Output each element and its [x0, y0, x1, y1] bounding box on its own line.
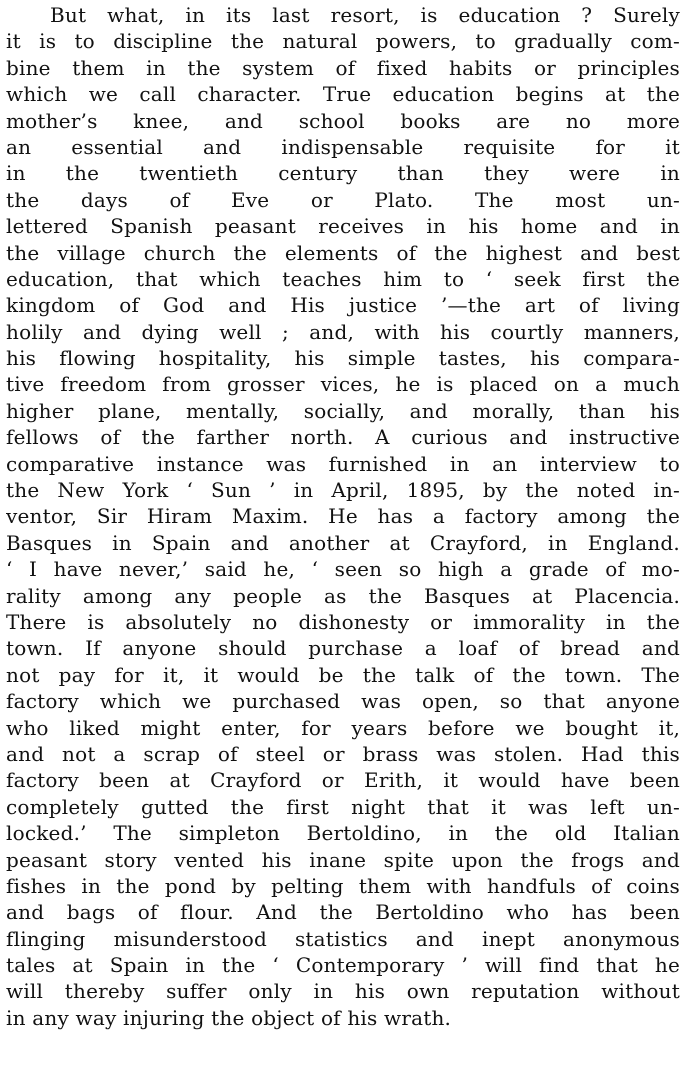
text-line: and not a scrap of steel or brass was stolen. Had this: [6, 741, 680, 766]
text-line: flinging misunderstood statistics and inept anonymous: [6, 926, 680, 951]
text-line: But what, in its last resort, is education ? Surely: [50, 3, 680, 27]
text-line: in any way injuring the object of his wrath.: [6, 1005, 452, 1030]
text-line: tales at Spain in the ‘ Contemporary ’ will find that he: [6, 953, 680, 978]
text-line: tive freedom from grosser vices, he is placed on a much: [6, 372, 680, 397]
text-line: fishes in the pond by pelting them with handfuls of coins: [6, 873, 680, 898]
text-line: factory which we purchased was open, so that anyone: [6, 689, 680, 714]
text-line: town. If anyone should purchase a loaf of bread and: [6, 636, 680, 661]
text-line: fellows of the farther north. A curious and instructive: [6, 425, 680, 450]
text-line: kingdom of God and His justice ’—the art of living: [6, 293, 680, 318]
text-line: locked.’ The simpleton Bertoldino, in the old Italian: [6, 821, 680, 846]
text-line: peasant story vented his inane spite upon the frogs and: [6, 847, 680, 872]
text-line: not pay for it, it would be the talk of the town. The: [6, 662, 680, 687]
text-line: Basques in Spain and another at Crayford, in England.: [6, 530, 680, 555]
text-line: it is to discipline the natural powers, to gradually com-: [6, 29, 680, 54]
text-line: ‘ I have never,’ said he, ‘ seen so high a grade of mo-: [6, 557, 680, 582]
text-line: the New York ‘ Sun ’ in April, 1895, by the noted in-: [6, 478, 680, 503]
text-line: in the twentieth century than they were in: [6, 161, 680, 186]
document-page: [6, 2, 680, 1031]
text-line: which we call character. True education begins at the: [6, 82, 680, 107]
text-line: education, that which teaches him to ‘ seek first the: [6, 266, 680, 291]
text-line: lettered Spanish peasant receives in his home and in: [6, 214, 680, 239]
text-line: the village church the elements of the highest and best: [6, 240, 680, 265]
text-line: holily and dying well ; and, with his courtly manners,: [6, 319, 680, 344]
text-line: and bags of flour. And the Bertoldino who has been: [6, 900, 680, 925]
text-line: higher plane, mentally, socially, and morally, than his: [6, 398, 680, 423]
text-line: There is absolutely no dishonesty or immorality in the: [6, 609, 680, 634]
text-line: his flowing hospitality, his simple tastes, his compara-: [6, 346, 680, 371]
text-line: factory been at Crayford or Erith, it would have been: [6, 768, 680, 793]
text-line: bine them in the system of fixed habits or principles: [6, 55, 680, 80]
text-line: completely gutted the first night that it was left un-: [6, 794, 680, 819]
text-line: an essential and indispensable requisite for it: [6, 134, 680, 159]
text-line: the days of Eve or Plato. The most un-: [6, 187, 680, 212]
text-line: rality among any people as the Basques at Placencia.: [6, 583, 680, 608]
text-line: mother’s knee, and school books are no more: [6, 108, 680, 133]
text-line: who liked might enter, for years before we bought it,: [6, 715, 680, 740]
text-line: ventor, Sir Hiram Maxim. He has a factory among the: [6, 504, 680, 529]
text-line: comparative instance was furnished in an interview to: [6, 451, 680, 476]
text-line: will thereby suffer only in his own reputation without: [6, 979, 680, 1004]
